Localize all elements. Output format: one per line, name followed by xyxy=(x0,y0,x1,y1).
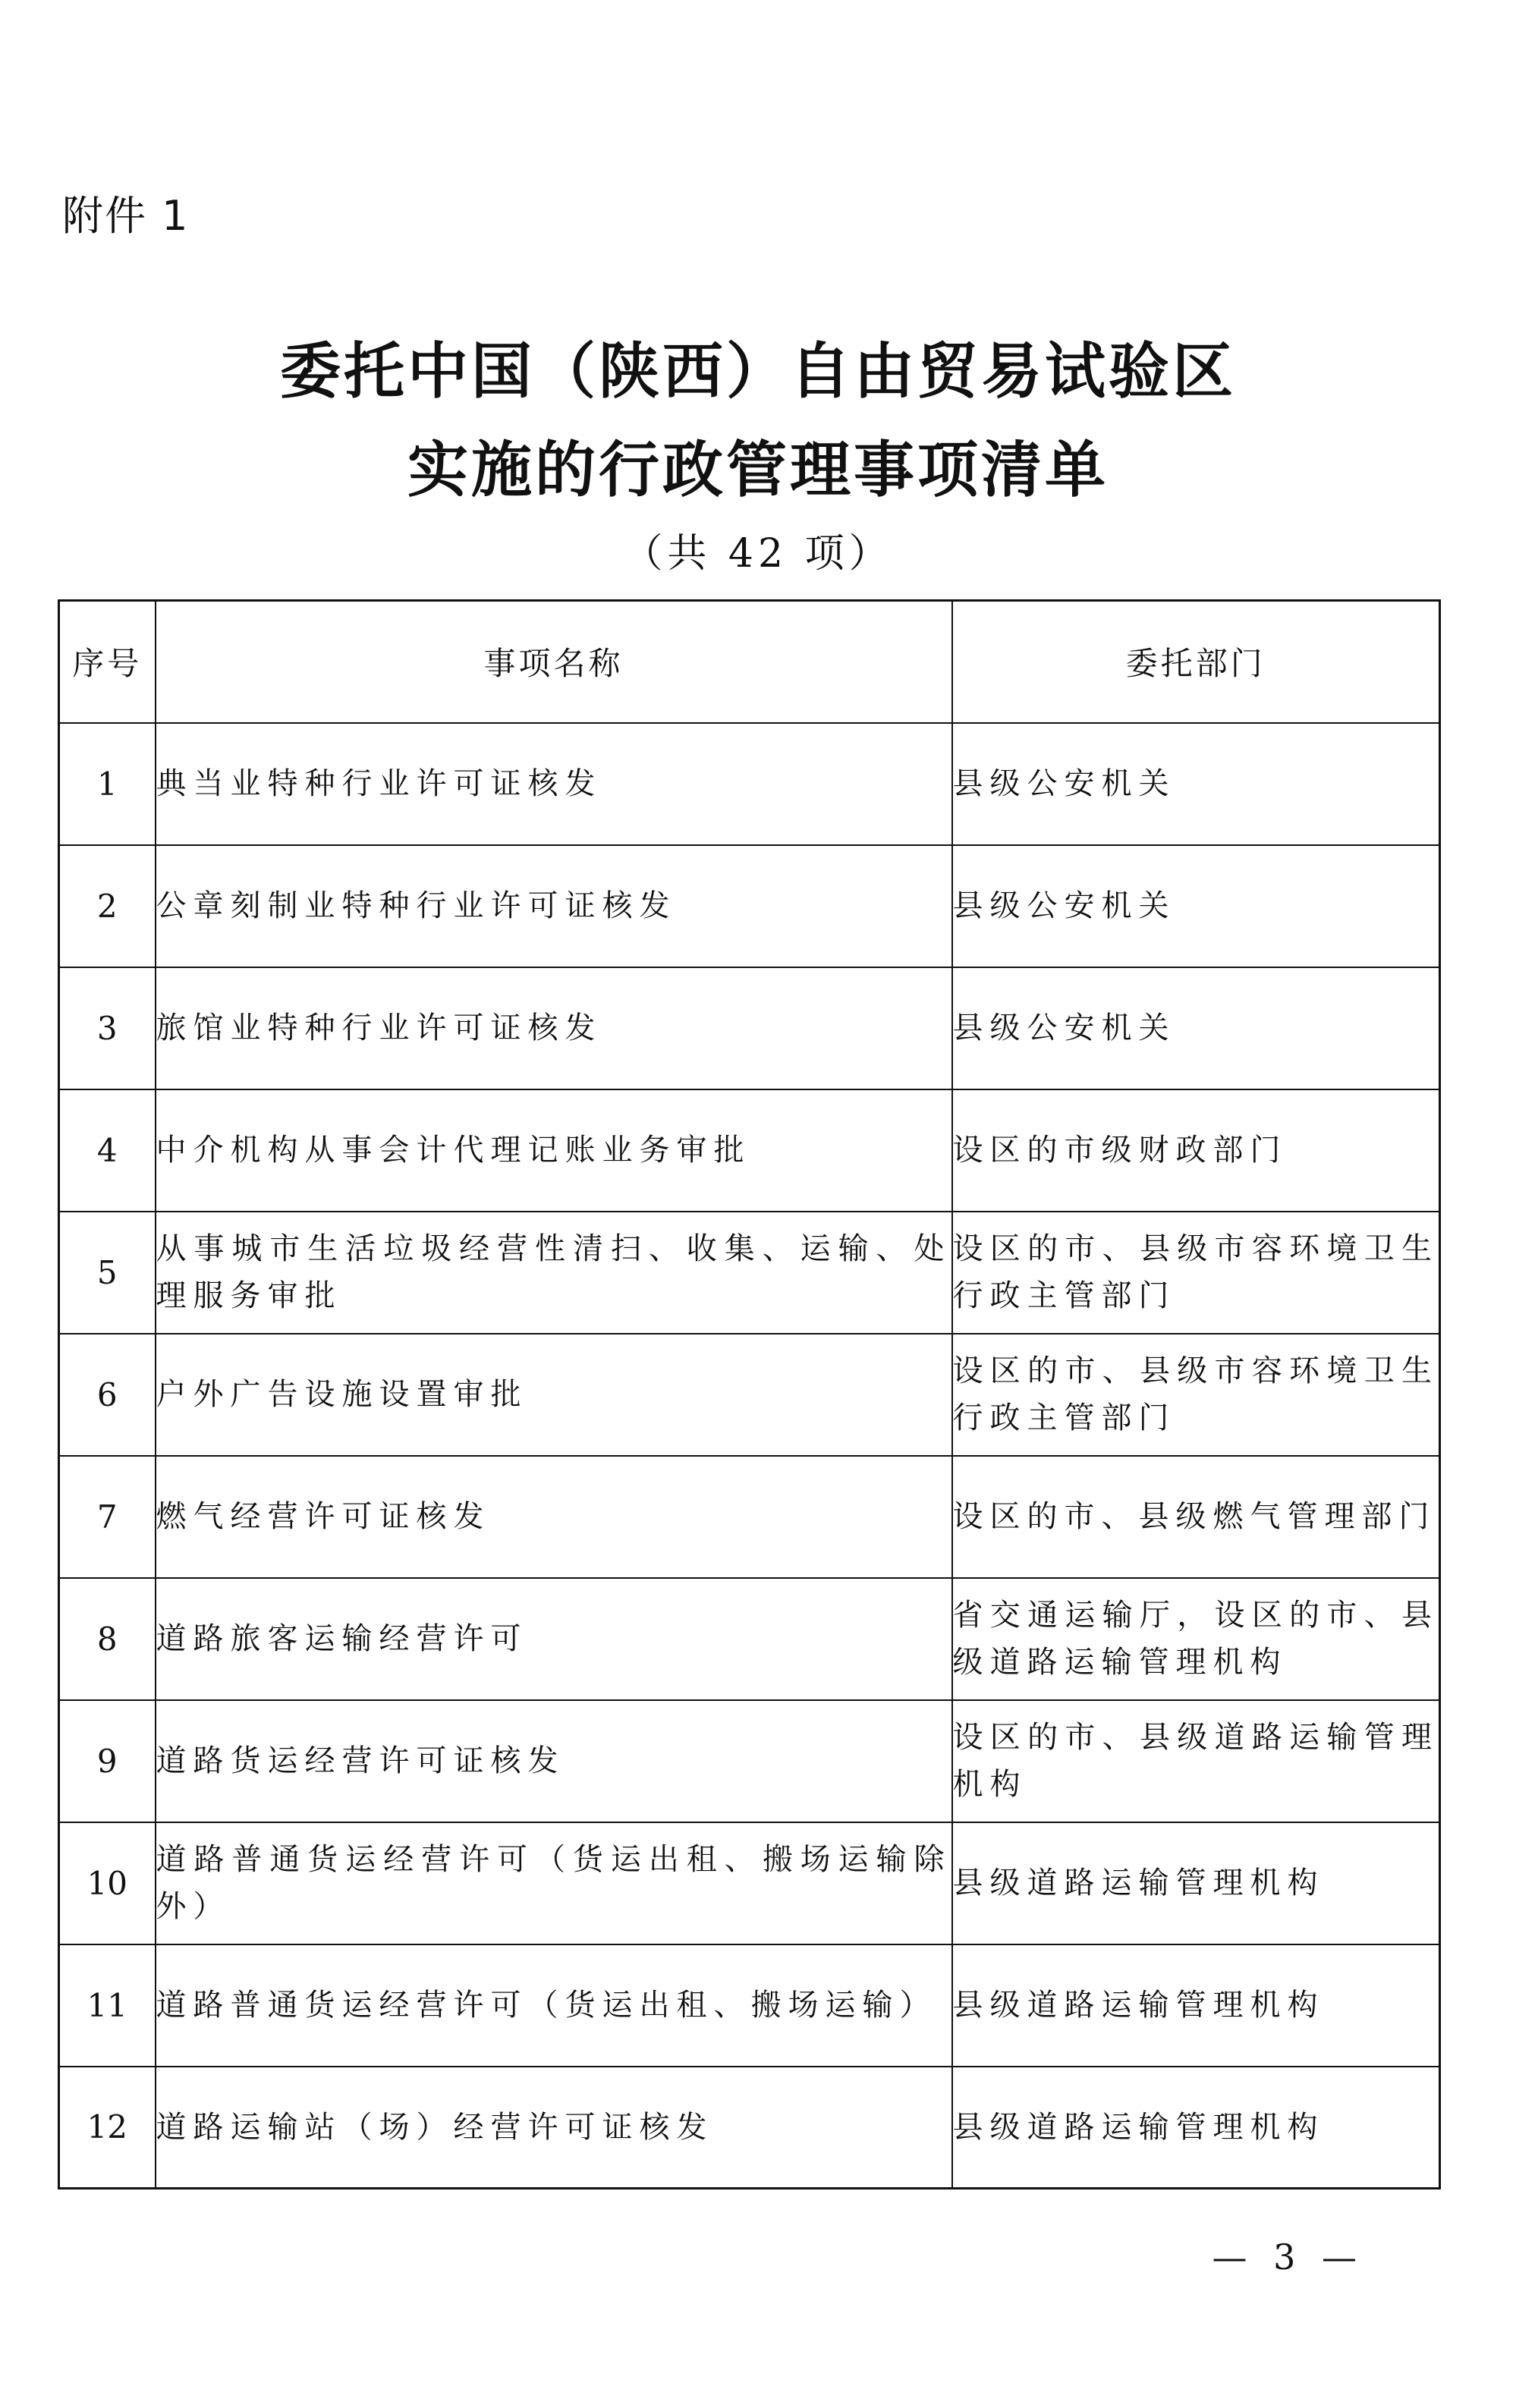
table-row xyxy=(59,1944,1440,2067)
row-number: 6 xyxy=(59,1334,156,1456)
row-number: 5 xyxy=(59,1212,156,1334)
row-item-name: 燃气经营许可证核发 xyxy=(156,1456,952,1578)
row-department: 设区的市级财政部门 xyxy=(952,1089,1440,1212)
row-number: 2 xyxy=(59,845,156,967)
table-row xyxy=(59,723,1440,845)
row-number: 4 xyxy=(59,1089,156,1212)
header-item-name: 事项名称 xyxy=(156,601,952,723)
table-row xyxy=(59,1578,1440,1700)
row-department: 县级道路运输管理机构 xyxy=(952,1822,1440,1944)
header-number: 序号 xyxy=(59,601,156,723)
row-department: 县级公安机关 xyxy=(952,967,1440,1089)
table-row xyxy=(59,967,1440,1089)
row-department: 县级公安机关 xyxy=(952,845,1440,967)
row-number: 1 xyxy=(59,723,156,845)
attachment-label: 附件 1 xyxy=(62,192,190,240)
row-department: 设区的市、县级道路运输管理机构 xyxy=(952,1700,1440,1822)
table-header-row xyxy=(59,601,1440,723)
table-row xyxy=(59,1089,1440,1212)
row-department: 县级道路运输管理机构 xyxy=(952,1944,1440,2067)
table-row xyxy=(59,1334,1440,1456)
row-item-name: 道路运输站（场）经营许可证核发 xyxy=(156,2067,952,2189)
row-number: 7 xyxy=(59,1456,156,1578)
row-number: 9 xyxy=(59,1700,156,1822)
row-department: 设区的市、县级燃气管理部门 xyxy=(952,1456,1440,1578)
row-item-name: 道路普通货运经营许可（货运出租、搬场运输） xyxy=(156,1944,952,2067)
row-item-name: 旅馆业特种行业许可证核发 xyxy=(156,967,952,1089)
row-department: 设区的市、县级市容环境卫生行政主管部门 xyxy=(952,1334,1440,1456)
row-item-name: 典当业特种行业许可证核发 xyxy=(156,723,952,845)
row-department: 县级道路运输管理机构 xyxy=(952,2067,1440,2189)
row-number: 11 xyxy=(59,1944,156,2067)
table-row xyxy=(59,1700,1440,1822)
row-number: 3 xyxy=(59,967,156,1089)
document-title-line-1: 委托中国（陕西）自由贸易试验区 xyxy=(280,336,1236,407)
row-department: 省交通运输厅，设区的市、县级道路运输管理机构 xyxy=(952,1578,1440,1700)
row-department: 设区的市、县级市容环境卫生行政主管部门 xyxy=(952,1212,1440,1334)
row-item-name: 从事城市生活垃圾经营性清扫、收集、运输、处理服务审批 xyxy=(156,1212,952,1334)
table-row xyxy=(59,1212,1440,1334)
row-item-name: 道路普通货运经营许可（货运出租、搬场运输除外） xyxy=(156,1822,952,1944)
row-number: 10 xyxy=(59,1822,156,1944)
row-item-name: 中介机构从事会计代理记账业务审批 xyxy=(156,1089,952,1212)
row-item-name: 户外广告设施设置审批 xyxy=(156,1334,952,1456)
administrative-items-table xyxy=(58,599,1441,2190)
row-item-name: 公章刻制业特种行业许可证核发 xyxy=(156,845,952,967)
row-number: 12 xyxy=(59,2067,156,2189)
header-department: 委托部门 xyxy=(952,601,1440,723)
item-count-subtitle: （共 42 项） xyxy=(623,531,893,577)
page-number: — 3 — xyxy=(1212,2237,1364,2278)
table-row xyxy=(59,845,1440,967)
row-number: 8 xyxy=(59,1578,156,1700)
table-row xyxy=(59,1456,1440,1578)
document-title-line-2: 实施的行政管理事项清单 xyxy=(407,435,1109,505)
row-item-name: 道路货运经营许可证核发 xyxy=(156,1700,952,1822)
table-row xyxy=(59,2067,1440,2189)
table-row xyxy=(59,1822,1440,1944)
row-item-name: 道路旅客运输经营许可 xyxy=(156,1578,952,1700)
row-department: 县级公安机关 xyxy=(952,723,1440,845)
